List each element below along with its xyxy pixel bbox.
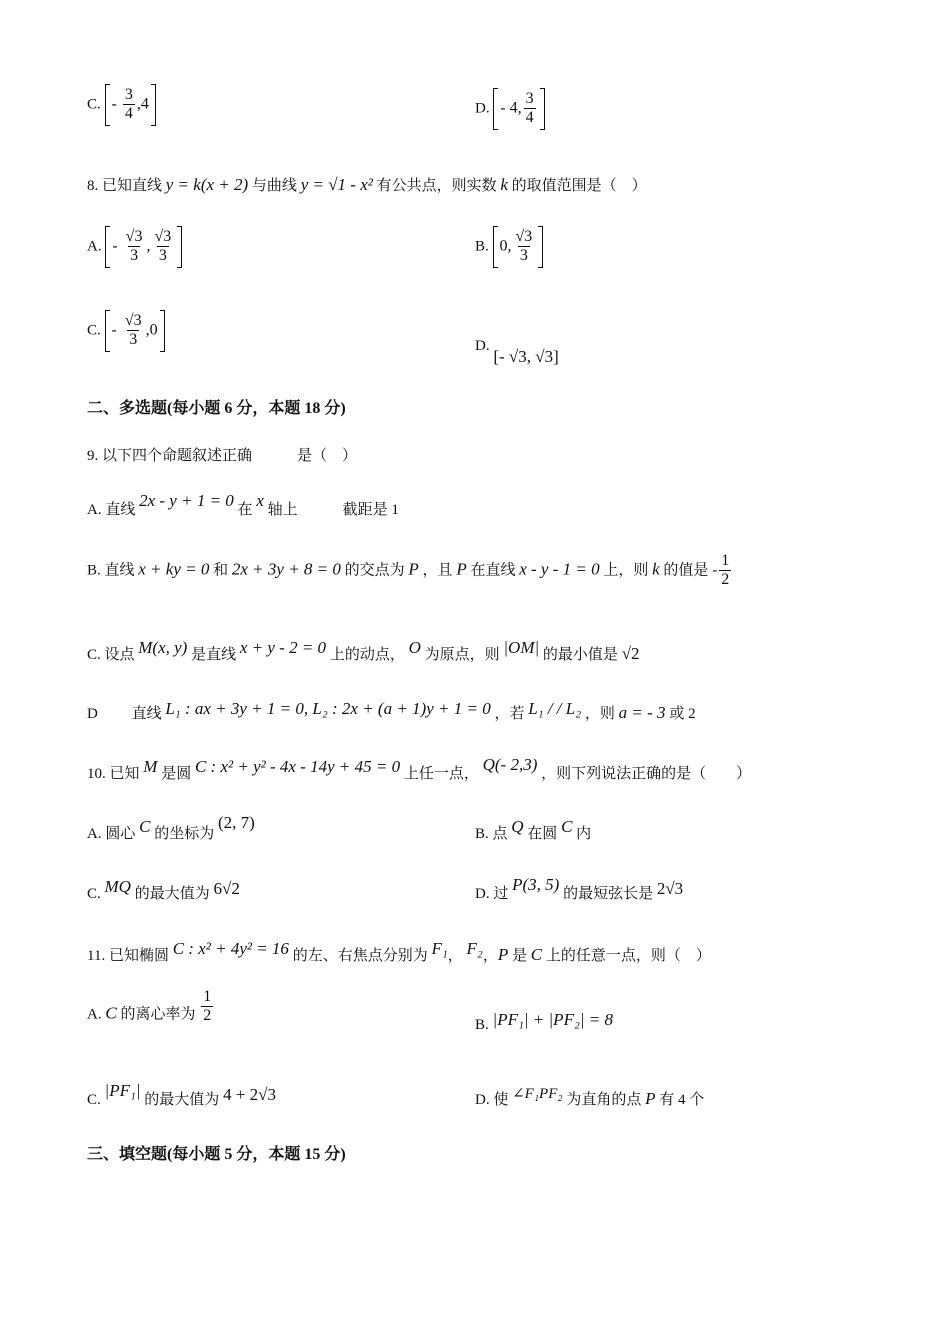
q11-option-a [87, 988, 215, 1034]
angle: ∠F₁PF₂ [512, 1086, 563, 1102]
fraction [514, 228, 535, 266]
q8-option-a [87, 226, 182, 268]
stem-text: 的最短弦长是 [563, 886, 654, 902]
fraction [719, 552, 731, 590]
interval [105, 226, 182, 268]
minus-sign: - [111, 95, 117, 113]
stem-text: 的值是 [663, 562, 709, 579]
denominator: 2 [721, 571, 730, 589]
q7-option-d [475, 88, 545, 130]
variable: x [256, 491, 264, 510]
fraction [123, 86, 135, 124]
interval-start: 0, [499, 237, 512, 255]
denominator: 3 [519, 247, 528, 265]
stem-text: 的取值范围是（ ） [511, 178, 647, 194]
equation: 2x + 3y + 8 = 0 [231, 559, 341, 579]
curve-equation: y = √1 - x² [300, 175, 373, 194]
stem-text: 在 [237, 502, 253, 518]
fraction [524, 90, 536, 128]
denominator: 4 [525, 109, 534, 127]
numerator: √3 [125, 228, 143, 245]
stem-text: 上，则 [603, 562, 649, 579]
value: 4 + 2√3 [223, 1085, 276, 1104]
variable-k: k [652, 559, 660, 579]
interval [493, 88, 544, 130]
stem-text: ，则下列说法正确的是（ ） [541, 766, 752, 782]
value: a = - 3 [618, 703, 666, 722]
circle-equation: C : x² + y² - 4x - 14y + 45 = 0 [194, 757, 401, 776]
section-heading: 三、填空题(每小题 5 分，本题 15 分) [87, 1146, 346, 1163]
equation: x - y - 1 = 0 [519, 559, 600, 579]
q8-option-b [475, 226, 543, 268]
comma: ， [447, 948, 463, 964]
stem-text: 的左、右焦点分别为 [292, 948, 428, 964]
option-label: D 直线 [87, 706, 162, 722]
point: M(x, y) [138, 638, 188, 657]
stem-text: 是圆 [161, 766, 192, 782]
option-label: B. [475, 238, 489, 255]
option-label: D. 过 [475, 886, 509, 902]
q9-option-c [87, 638, 640, 664]
stem-text: 与曲线 [251, 178, 297, 194]
circle-name: C [561, 817, 573, 836]
q8-option-d [475, 335, 559, 366]
option-label: A. 圆心 [87, 826, 136, 842]
point: P(3, 5) [512, 875, 560, 894]
fraction [123, 312, 144, 350]
ellipse-name: C [105, 1003, 117, 1023]
stem-text: ，且 [422, 562, 453, 579]
minus-sign: - [712, 562, 718, 579]
distance: |PF₁| [104, 1081, 141, 1100]
stem-text: 10. 已知 [87, 766, 140, 782]
minus-sign: - [111, 321, 117, 339]
focus: F₂ [466, 939, 483, 958]
interval [105, 84, 156, 126]
stem-text: 在直线 [470, 562, 516, 579]
interval [493, 226, 544, 268]
point: Q [511, 817, 524, 836]
stem-text: 为原点，则 [424, 647, 500, 663]
comma: , [146, 237, 151, 255]
stem-text: 是 [511, 948, 527, 964]
q10-option-c [87, 877, 240, 903]
denominator: 2 [203, 1007, 212, 1025]
point: P [645, 1089, 656, 1108]
stem-text: 有公共点，则实数 [376, 178, 497, 194]
point: P [408, 559, 419, 579]
q11-option-b [475, 1010, 614, 1034]
denominator: 3 [129, 331, 138, 349]
point: Q(- 2,3) [482, 755, 538, 774]
value: √2 [621, 644, 640, 663]
parallel-relation: L₁ / / L₂ [528, 699, 582, 718]
q11-option-c [87, 1081, 276, 1109]
q10-option-a [87, 813, 255, 843]
stem-text: 的最小值是 [542, 647, 618, 663]
origin: O [408, 638, 421, 657]
interval-start: - 4, [500, 99, 522, 117]
numerator: √3 [154, 228, 172, 245]
stem-text: ，若 [494, 706, 525, 722]
equation: |PF₁| + |PF₂| = 8 [492, 1010, 614, 1029]
q7-option-c [87, 84, 156, 126]
q8-option-c [87, 310, 165, 352]
option-label: D. 使 [475, 1092, 509, 1108]
stem-text: 为直角的点 [566, 1092, 642, 1108]
interval-end: ,0 [145, 321, 158, 339]
stem-text: ，则 [584, 706, 615, 722]
option-label: A. 直线 [87, 502, 136, 518]
stem-text: 11. 已知椭圆 [87, 948, 169, 964]
point: M [143, 757, 158, 776]
equation: x + ky = 0 [138, 559, 210, 579]
distance: |OM| [503, 638, 540, 657]
numerator: 3 [124, 86, 133, 103]
denominator: 3 [158, 247, 167, 265]
stem-text: 有 4 个 [659, 1092, 705, 1108]
circle-name: C [139, 817, 151, 836]
numerator: 1 [721, 552, 730, 569]
stem-text: 轴上 截距是 1 [267, 502, 399, 518]
stem-text: 的最大值为 [134, 886, 210, 902]
numerator: √3 [515, 228, 533, 245]
numerator: 1 [203, 988, 212, 1005]
stem-text: 是直线 [191, 647, 237, 663]
stem-text: 或 2 [669, 706, 696, 722]
value: 6√2 [213, 879, 240, 898]
option-label: B. [475, 1017, 489, 1033]
stem-text: 上的任意一点，则（ ） [545, 948, 711, 964]
q9-option-a [87, 491, 399, 519]
q9-option-b [87, 552, 733, 590]
interval-end: ,4 [136, 95, 149, 113]
ellipse-name: C [530, 945, 543, 964]
focus: F₁ [431, 939, 448, 958]
stem-text: 在圆 [527, 826, 558, 842]
numerator: √3 [124, 312, 142, 329]
fraction [124, 228, 145, 266]
numerator: 3 [525, 90, 534, 107]
segment: MQ [104, 877, 131, 896]
denominator: 4 [124, 105, 133, 123]
variable-k: k [500, 175, 508, 194]
q11-option-d [475, 1088, 704, 1109]
option-label: C. [87, 886, 101, 902]
q10-option-d [475, 875, 684, 903]
stem-text: 上的动点， [329, 647, 405, 663]
stem-text: 8. 已知直线 [87, 178, 163, 194]
equation: 2x - y + 1 = 0 [139, 491, 234, 510]
option-label: C. [87, 1092, 101, 1108]
q8-stem [87, 174, 647, 195]
interval [105, 310, 165, 352]
stem-text: 上任一点， [403, 766, 479, 782]
option-label: B. 点 [475, 826, 508, 842]
option-label: B. 直线 [87, 562, 135, 579]
interval: [- √3, √3] [493, 347, 559, 366]
q10-stem [87, 755, 752, 783]
option-label: D. [475, 338, 490, 354]
q10-option-b [475, 817, 592, 843]
minus-sign: - [112, 237, 118, 255]
equation: x + y - 2 = 0 [239, 638, 327, 657]
option-label: C. 设点 [87, 647, 135, 663]
stem-text: 的坐标为 [154, 826, 215, 842]
stem-text: 的最大值为 [144, 1092, 220, 1108]
fraction [152, 228, 173, 266]
stem-text: 的离心率为 [120, 1006, 196, 1023]
point: P [456, 559, 467, 579]
section-heading: 二、多选题(每小题 6 分，本题 18 分) [87, 400, 346, 417]
option-label: A. [87, 1006, 102, 1023]
value: (2, 7) [217, 813, 255, 832]
option-label: C. [87, 322, 101, 339]
line-equation: y = k(x + 2) [165, 175, 249, 194]
ellipse-equation: C : x² + 4y² = 16 [172, 939, 289, 958]
option-label: A. [87, 238, 102, 255]
point: P [497, 945, 509, 964]
option-label: C. [87, 96, 101, 113]
comma: ， [482, 948, 498, 964]
stem-text: 和 [213, 562, 229, 579]
q9-stem: 9. 以下四个命题叙述正确 是（ ） [87, 448, 358, 464]
fraction [201, 988, 213, 1026]
q11-stem [87, 939, 711, 965]
stem-text: 内 [576, 826, 592, 842]
stem-text: 的交点为 [344, 562, 405, 579]
option-label: D. [475, 100, 490, 117]
denominator: 3 [130, 247, 139, 265]
value: 2√3 [656, 879, 684, 898]
equation: L₁ : ax + 3y + 1 = 0, L₂ : 2x + (a + 1)y + 1 = 0 [165, 699, 491, 718]
q9-option-d [87, 699, 696, 723]
